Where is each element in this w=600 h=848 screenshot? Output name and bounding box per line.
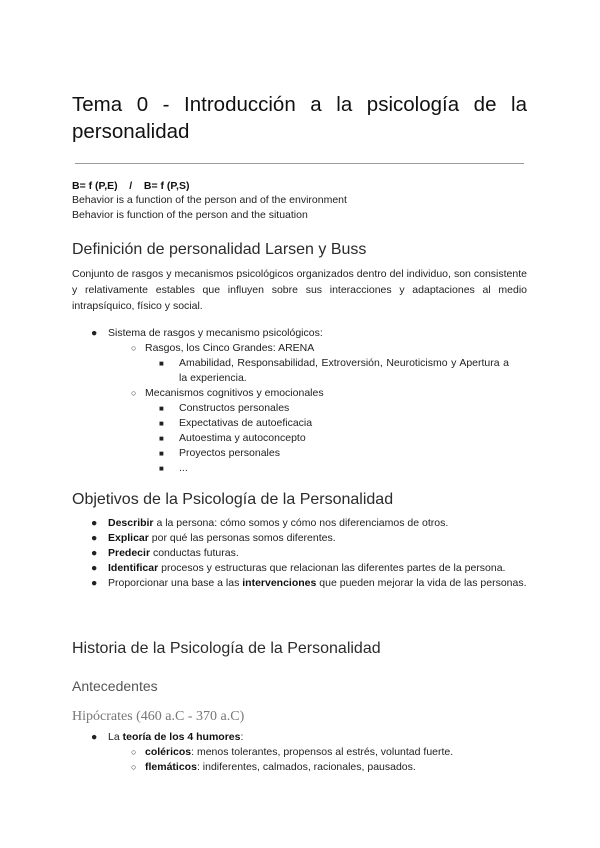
- bold-term: flemáticos: [145, 761, 197, 773]
- list-item: [91, 730, 527, 775]
- bold-term: teoría de los 4 humores: [122, 731, 241, 743]
- list-item-text: La: [108, 731, 123, 743]
- circle-bullet-icon: ○: [131, 343, 137, 353]
- intro-line-1: Behavior is a function of the person and of the environment: [72, 194, 347, 206]
- square-bullet-icon: ■: [159, 359, 164, 368]
- bullet-icon: ●: [91, 327, 98, 339]
- bold-term: intervenciones: [242, 577, 317, 589]
- list-item-text: Mecanismos cognitivos y emocionales: [145, 387, 324, 399]
- sublist: [159, 401, 527, 476]
- humores-list: [91, 730, 527, 775]
- list-item-text: Autoestima y autoconcepto: [179, 432, 306, 444]
- definition-paragraph: Conjunto de rasgos y mecanismos psicológicos organizados dentro del individuo, son consistente y relativamente estables que influyen sobre sus interacciones y adaptaciones al medio intrapsíquico, físico y social.: [72, 268, 527, 312]
- list-item-text: Constructos personales: [179, 402, 290, 414]
- list-item-text: : indiferentes, calmados, racionales, pausados.: [196, 761, 416, 773]
- list-item: [159, 356, 509, 386]
- sublist: [159, 356, 527, 386]
- list-item-text: procesos y estructuras que relacionan las diferentes partes de la persona.: [158, 562, 506, 574]
- section-heading-definicion: Definición de personalidad Larsen y Buss: [72, 241, 367, 258]
- objectives-list: [91, 516, 527, 591]
- list-item: [159, 446, 509, 461]
- circle-bullet-icon: ○: [131, 747, 137, 757]
- square-bullet-icon: ■: [159, 404, 164, 413]
- sublist: [131, 745, 527, 775]
- list-item: [131, 760, 527, 775]
- section-heading-objetivos: Objetivos de la Psicología de la Personalidad: [72, 491, 394, 508]
- bold-term: Explicar: [108, 532, 149, 544]
- definition-list: [91, 326, 527, 476]
- list-item-text: a la persona: cómo somos y cómo nos diferenciamos de otros.: [153, 517, 449, 529]
- list-item: [91, 576, 527, 591]
- sublist: [131, 341, 527, 476]
- square-bullet-icon: ■: [159, 464, 164, 473]
- circle-bullet-icon: ○: [131, 388, 137, 398]
- list-item: [91, 531, 527, 546]
- list-item: [131, 386, 527, 476]
- square-bullet-icon: ■: [159, 419, 164, 428]
- list-item: [91, 561, 527, 576]
- list-item-text: Proporcionar una base a las: [108, 577, 243, 589]
- list-item-text: :: [240, 731, 244, 743]
- subheading-antecedentes: Antecedentes: [72, 678, 158, 694]
- list-item: [159, 461, 509, 476]
- formula: B= f (P,E) / B= f (P,S): [72, 180, 190, 192]
- list-item-text: Rasgos, los Cinco Grandes: ARENA: [145, 342, 315, 354]
- list-item: [91, 546, 527, 561]
- bullet-icon: ●: [91, 731, 98, 743]
- list-item: [159, 431, 509, 446]
- bullet-icon: ●: [91, 562, 98, 574]
- bold-term: Identificar: [108, 562, 159, 574]
- list-item-text: ...: [179, 462, 188, 474]
- list-item: [91, 516, 527, 531]
- circle-bullet-icon: ○: [131, 762, 137, 772]
- square-bullet-icon: ■: [159, 449, 164, 458]
- square-bullet-icon: ■: [159, 434, 164, 443]
- list-item-text: Amabilidad, Responsabilidad, Extroversión, Neuroticismo y Apertura a la experiencia.: [179, 357, 509, 384]
- bold-term: Describir: [108, 517, 154, 529]
- list-item: [159, 401, 509, 416]
- list-item: [131, 341, 527, 386]
- list-item: [131, 745, 527, 760]
- horizontal-rule: [75, 163, 524, 164]
- section-heading-historia: Historia de la Psicología de la Personalidad: [72, 640, 381, 657]
- list-item: [91, 326, 527, 476]
- bold-term: Predecir: [108, 547, 151, 559]
- list-item-text: por qué las personas somos diferentes.: [148, 532, 336, 544]
- list-item-text: conductas futuras.: [150, 547, 239, 559]
- bullet-icon: ●: [91, 532, 98, 544]
- bullet-icon: ●: [91, 577, 98, 589]
- list-item-text: Expectativas de autoeficacia: [179, 417, 313, 429]
- list-item-text: que pueden mejorar la vida de las personas.: [316, 577, 527, 589]
- bullet-icon: ●: [91, 517, 98, 529]
- list-item-text: : menos tolerantes, propensos al estrés, voluntad fuerte.: [191, 746, 454, 758]
- intro-line-2: Behavior is function of the person and the situation: [72, 209, 308, 221]
- list-item-text: Sistema de rasgos y mecanismo psicológicos:: [108, 327, 323, 339]
- bold-term: coléricos: [145, 746, 192, 758]
- list-item: [159, 416, 509, 431]
- list-item-text: Proyectos personales: [179, 447, 280, 459]
- subheading-hipocrates: Hipócrates (460 a.C - 370 a.C): [72, 709, 245, 724]
- bullet-icon: ●: [91, 547, 98, 559]
- page-title: Tema 0 - Introducción a la psicología de la personalidad: [72, 93, 527, 143]
